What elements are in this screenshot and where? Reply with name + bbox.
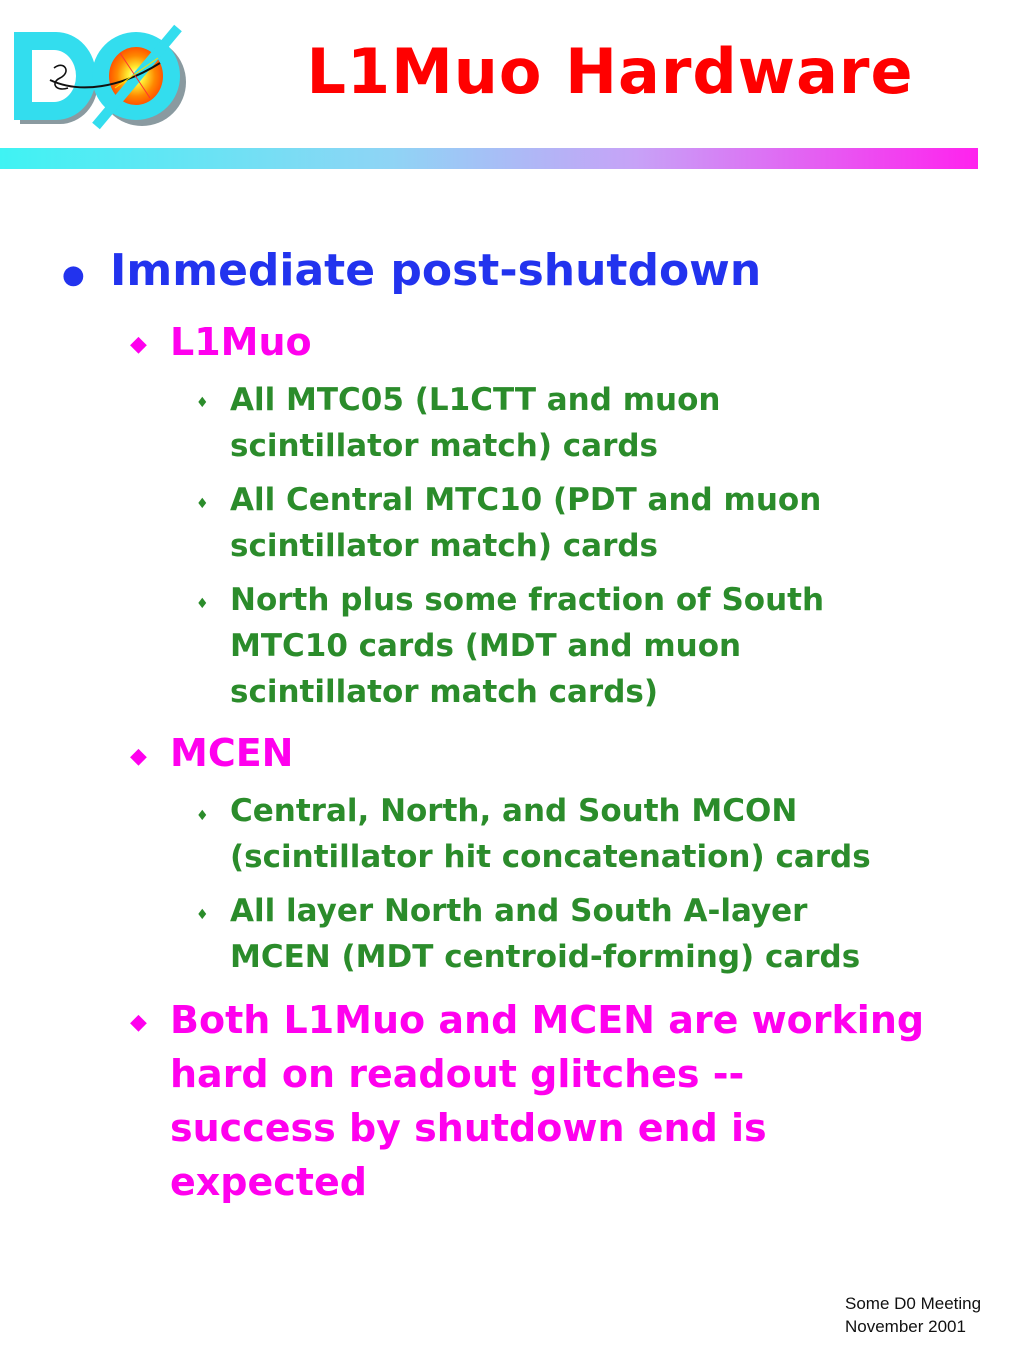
bullet-text: L1Muo	[170, 320, 312, 364]
bullet-text: All layer North and South A-layer	[230, 893, 808, 929]
footer	[845, 1292, 981, 1338]
small-diamond-bullet-icon: ♦	[196, 596, 209, 612]
small-diamond-bullet-icon: ♦	[196, 808, 209, 824]
bullet-text: Central, North, and South MCON	[230, 793, 798, 829]
title-gradient-rule	[0, 148, 978, 169]
bullet-text: expected	[170, 1160, 367, 1204]
bullet-text: MCEN (MDT centroid-forming) cards	[230, 939, 861, 975]
footer-date: November 2001	[845, 1317, 966, 1336]
bullet-text: (scintillator hit concatenation) cards	[230, 839, 871, 875]
bullet-text: scintillator match) cards	[230, 428, 659, 464]
bullet-text: MCEN	[170, 731, 294, 775]
diamond-bullet-icon: ◆	[130, 1010, 147, 1035]
bullet-text: All Central MTC10 (PDT and muon	[230, 482, 822, 518]
bullet-text: Both L1Muo and MCEN are working	[170, 998, 925, 1042]
bullet-text: success by shutdown end is	[170, 1106, 767, 1150]
footer-meeting: Some D0 Meeting	[845, 1294, 982, 1313]
dzero-logo	[10, 18, 192, 130]
small-diamond-bullet-icon: ♦	[196, 907, 209, 923]
small-diamond-bullet-icon: ♦	[196, 496, 209, 512]
round-bullet-icon: ●	[62, 260, 85, 290]
slide-title: L1Muo Hardware	[306, 35, 914, 108]
bullet-text: scintillator match cards)	[230, 674, 659, 710]
small-diamond-bullet-icon: ♦	[196, 395, 209, 411]
diamond-bullet-icon: ◆	[130, 332, 147, 357]
bullet-text: MTC10 cards (MDT and muon	[230, 628, 742, 664]
bullet-text: All MTC05 (L1CTT and muon	[230, 382, 721, 418]
bullet-text: Immediate post-shutdown	[110, 245, 762, 296]
bullet-text: North plus some fraction of South	[230, 582, 825, 618]
bullet-text: scintillator match) cards	[230, 528, 659, 564]
bullet-text: hard on readout glitches --	[170, 1052, 745, 1096]
diamond-bullet-icon: ◆	[130, 744, 147, 769]
